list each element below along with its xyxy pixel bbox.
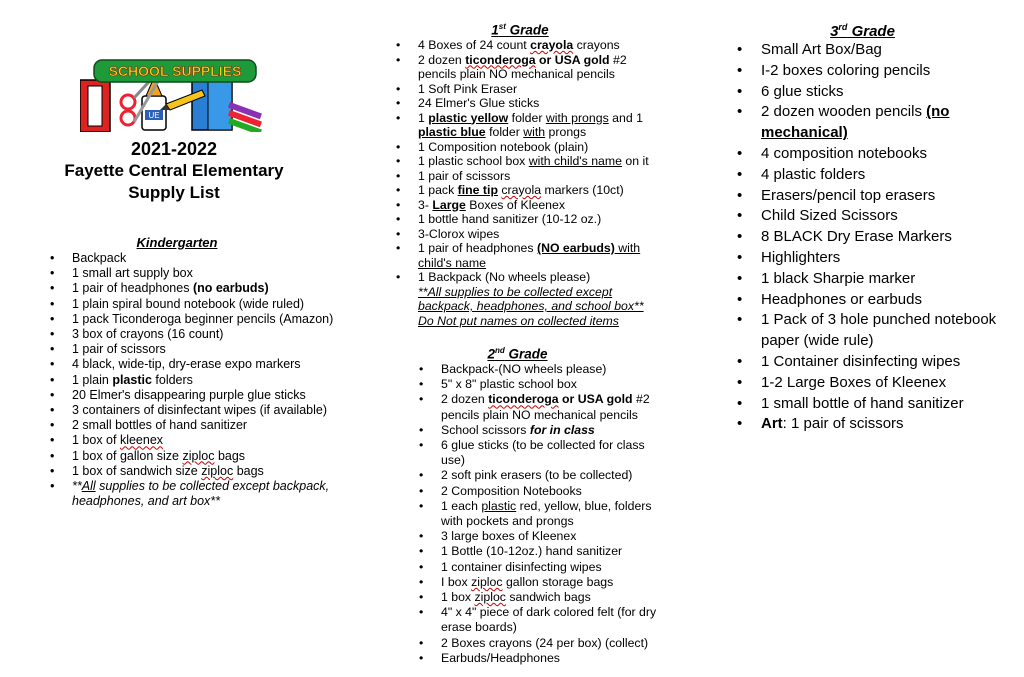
list-item: • 1 plain spiral bound notebook (wide ruled)	[72, 297, 337, 312]
list-item: • 1 plastic yellow folder with prongs and 1 plastic blue folder with prongs	[418, 111, 653, 140]
third-grade-list	[761, 40, 1019, 435]
third-grade-title: 3rd Grade	[830, 22, 895, 40]
page-heading	[40, 138, 308, 204]
list-item: • 1 bottle hand sanitizer (10-12 oz.)	[418, 212, 653, 227]
list-item: • 1 small art supply box	[72, 266, 337, 281]
list-item: • 1 plain plastic folders	[72, 373, 337, 388]
list-item: • 2 dozen ticonderoga or USA gold #2 pencils plain NO mechanical pencils	[441, 392, 671, 422]
kindergarten-list	[72, 251, 337, 509]
list-item: • 4" x 4" piece of dark colored felt (for dry erase boards)	[441, 605, 671, 635]
list-item: • 8 BLACK Dry Erase Markers	[761, 227, 1019, 248]
list-item: • 1 pair of headphones (no earbuds)	[72, 281, 337, 296]
list-item: • Earbuds/Headphones	[441, 651, 671, 666]
list-subtitle: Supply List	[128, 183, 220, 202]
list-item: • 1 plastic school box with child's name on it	[418, 154, 653, 169]
list-item: • 1 pair of headphones (NO earbuds) with child's name	[418, 241, 653, 270]
list-item: • 6 glue sticks	[761, 82, 1019, 103]
list-item: • 1 Backpack (No wheels please)	[418, 270, 653, 285]
logo-text: SCHOOL SUPPLIES	[108, 63, 242, 79]
list-item: • Highlighters	[761, 248, 1019, 269]
second-grade-list	[441, 362, 671, 666]
list-item: • 1 Bottle (10-12oz.) hand sanitizer	[441, 544, 671, 559]
list-item: • 5" x 8" plastic school box	[441, 377, 671, 392]
list-item: • 4 black, wide-tip, dry-erase expo markers	[72, 357, 337, 372]
school-year: 2021-2022	[130, 139, 218, 159]
list-item: • 2 Composition Notebooks	[441, 484, 671, 499]
list-item: • Headphones or earbuds	[761, 290, 1019, 311]
list-item: • 1 pair of scissors	[72, 342, 337, 357]
list-item: • 1 box of kleenex	[72, 433, 337, 448]
list-item: • 3 box of crayons (16 count)	[72, 327, 337, 342]
school-supplies-clipart-icon	[80, 52, 270, 132]
list-item: • 1 pack fine tip crayola markers (10ct)	[418, 183, 653, 198]
list-item: • Art: 1 pair of scissors	[761, 414, 1019, 435]
list-item: • 1 box of gallon size ziploc bags	[72, 449, 337, 464]
list-item: • 3 large boxes of Kleenex	[441, 529, 671, 544]
logo-glue-text: UE	[148, 111, 160, 120]
list-item: • 4 composition notebooks	[761, 144, 1019, 165]
list-item: • Child Sized Scissors	[761, 206, 1019, 227]
list-item: • 1 Composition notebook (plain)	[418, 140, 653, 155]
list-item: • 1 Container disinfecting wipes	[761, 352, 1019, 373]
list-item: • I-2 boxes coloring pencils	[761, 61, 1019, 82]
list-item: • 2 soft pink erasers (to be collected)	[441, 468, 671, 483]
first-grade-title: 1st Grade	[491, 22, 549, 38]
list-item: • 3 containers of disinfectant wipes (if available)	[72, 403, 337, 418]
list-item: • 1-2 Large Boxes of Kleenex	[761, 373, 1019, 394]
list-item: • 1 small bottle of hand sanitizer	[761, 394, 1019, 415]
school-supplies-logo	[80, 52, 270, 132]
list-item: • 1 pair of scissors	[418, 169, 653, 184]
list-item: • 1 Soft Pink Eraser	[418, 82, 653, 97]
list-item: • 20 Elmer's disappearing purple glue sticks	[72, 388, 337, 403]
list-item: • 6 glue sticks (to be collected for class use)	[441, 438, 671, 468]
list-item: • 1 box ziploc sandwich bags	[441, 590, 671, 605]
list-item: • 2 dozen ticonderoga or USA gold #2 pencils plain NO mechanical pencils	[418, 53, 653, 82]
list-item: • 1 pack Ticonderoga beginner pencils (Amazon)	[72, 312, 337, 327]
second-grade-title: 2nd Grade	[487, 346, 548, 362]
list-item: • Backpack-(NO wheels please)	[441, 362, 671, 377]
first-grade-list	[418, 38, 653, 328]
list-item: • 1 each plastic red, yellow, blue, folders with pockets and prongs	[441, 499, 671, 529]
first-grade-note: **All supplies to be collected except backpack, headphones, and school box** Do Not put names on collected items	[418, 284, 644, 328]
list-item: • 2 small bottles of hand sanitizer	[72, 418, 337, 433]
list-item: • 1 black Sharpie marker	[761, 269, 1019, 290]
list-item: • 3- Large Boxes of Kleenex	[418, 198, 653, 213]
list-item: • 24 Elmer's Glue sticks	[418, 96, 653, 111]
list-item: • 1 container disinfecting wipes	[441, 560, 671, 575]
list-item: • 1 Pack of 3 hole punched notebook paper (wide rule)	[761, 310, 1019, 352]
school-name: Fayette Central Elementary	[64, 161, 284, 180]
list-item: • 3-Clorox wipes	[418, 227, 653, 242]
list-item: • 4 plastic folders	[761, 165, 1019, 186]
kindergarten-note: • **All supplies to be collected except backpack, headphones, and art box**	[72, 479, 337, 509]
list-item: • 2 dozen wooden pencils (no mechanical)	[761, 102, 1019, 144]
list-item: • Backpack	[72, 251, 337, 266]
list-item: • 4 Boxes of 24 count crayola crayons	[418, 38, 653, 53]
list-item: • 2 Boxes crayons (24 per box) (collect)	[441, 636, 671, 651]
list-item: • 1 box of sandwich size ziploc bags	[72, 464, 337, 479]
list-item: • School scissors for in class	[441, 423, 671, 438]
kindergarten-title: Kindergarten	[136, 235, 218, 250]
list-item: • I box ziploc gallon storage bags	[441, 575, 671, 590]
list-item: • Erasers/pencil top erasers	[761, 186, 1019, 207]
list-item: • Small Art Box/Bag	[761, 40, 1019, 61]
